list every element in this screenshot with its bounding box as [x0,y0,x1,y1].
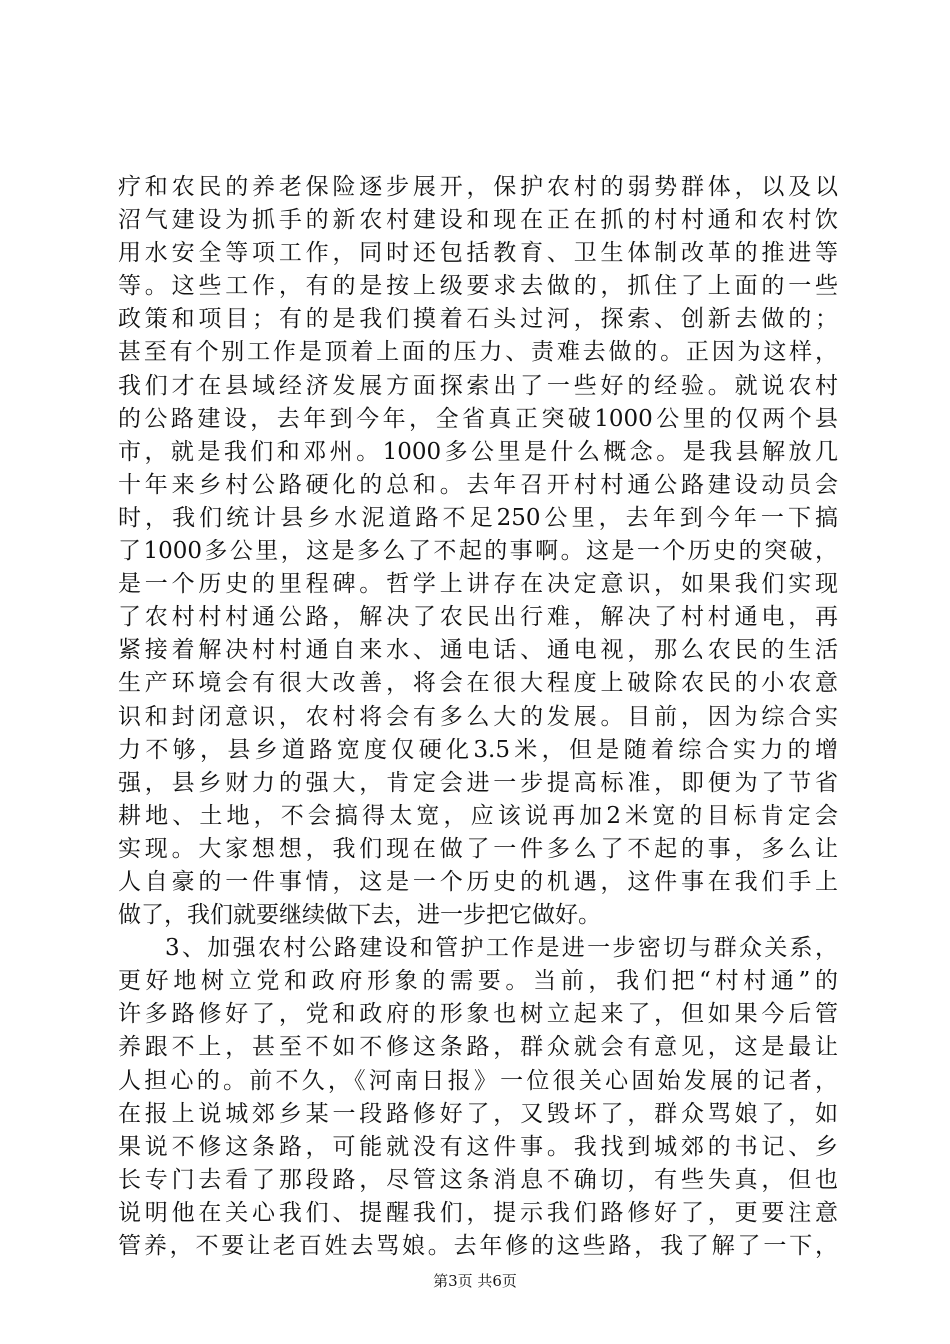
text-line: 力不够，县乡道路宽度仅硬化3.5米，但是随着综合实力的增 [118,736,838,763]
text-line: 市，就是我们和邓州。1000多公里是什么概念。是我县解放几 [118,438,838,465]
text-line: 我们才在县域经济发展方面探索出了一些好的经验。就说农村 [118,372,838,399]
text-line: 果说不修这条路，可能就没有这件事。我找到城郊的书记、乡 [118,1133,838,1160]
text-line: 养跟不上，甚至不如不修这条路，群众就会有意见，这是最让 [118,1034,838,1061]
text-line: 强，县乡财力的强大，肯定会进一步提高标准，即便为了节省 [118,769,838,796]
text-line: 人担心的。前不久，《河南日报》一位很关心固始发展的记者， [118,1067,838,1094]
text-line: 甚至有个别工作是顶着上面的压力、责难去做的。正因为这样， [118,339,838,366]
text-line: 了农村村村通公路，解决了农民出行难，解决了村村通电，再 [118,604,838,631]
text-line: 许多路修好了，党和政府的形象也树立起来了，但如果今后管 [118,1001,838,1028]
text-line: 耕地、土地，不会搞得太宽，应该说再加2米宽的目标肯定会 [118,802,838,829]
text-line: 人自豪的一件事情，这是一个历史的机遇，这件事在我们手上 [118,868,838,895]
text-line: 生产环境会有很大改善，将会在很大程度上破除农民的小农意 [118,670,838,697]
page-number: 第3页 共6页 [433,1272,517,1290]
text-line: 紧接着解决村村通自来水、通电话、通电视，那么农民的生活 [118,637,838,664]
text-line: 政策和项目；有的是我们摸着石头过河，探索、创新去做的； [118,306,838,333]
text-line: 管养，不要让老百姓去骂娘。去年修的这些路，我了解了一下， [118,1233,838,1259]
text-line: 了1000多公里，这是多么了不起的事啊。这是一个历史的突破， [118,538,838,565]
text-line-paragraph-start: 3、加强农村公路建设和管护工作是进一步密切与群众关系， [165,935,838,962]
text-line: 实现。大家想想，我们现在做了一件多么了不起的事，多么让 [118,835,838,862]
text-line: 十年来乡村公路硬化的总和。去年召开村村通公路建设动员会 [118,471,838,498]
text-line: 做了，我们就要继续做下去，进一步把它做好。 [118,902,601,929]
text-line: 是一个历史的里程碑。哲学上讲存在决定意识，如果我们实现 [118,571,838,598]
text-line: 时，我们统计县乡水泥道路不足250公里，去年到今年一下搞 [118,504,838,531]
body-text [118,171,838,1263]
text-line: 等。这些工作，有的是按上级要求去做的，抓住了上面的一些 [118,273,838,300]
text-line: 更好地树立党和政府形象的需要。当前，我们把“村村通”的 [118,968,838,995]
text-line: 沼气建设为抓手的新农村建设和现在正在抓的村村通和农村饮 [118,207,838,234]
text-line: 疗和农民的养老保险逐步展开，保护农村的弱势群体，以及以 [118,174,838,200]
text-line: 的公路建设，去年到今年，全省真正突破1000公里的仅两个县 [118,405,838,432]
text-line: 长专门去看了那段路，尽管这条消息不确切，有些失真，但也 [118,1166,838,1193]
text-line: 在报上说城郊乡某一段路修好了，又毁坏了，群众骂娘了，如 [118,1100,838,1127]
text-line: 用水安全等项工作，同时还包括教育、卫生体制改革的推进等 [118,240,838,267]
text-line: 识和封闭意识，农村将会有多么大的发展。目前，因为综合实 [118,703,838,730]
text-line: 说明他在关心我们、提醒我们，提示我们路修好了，更要注意 [118,1199,838,1226]
